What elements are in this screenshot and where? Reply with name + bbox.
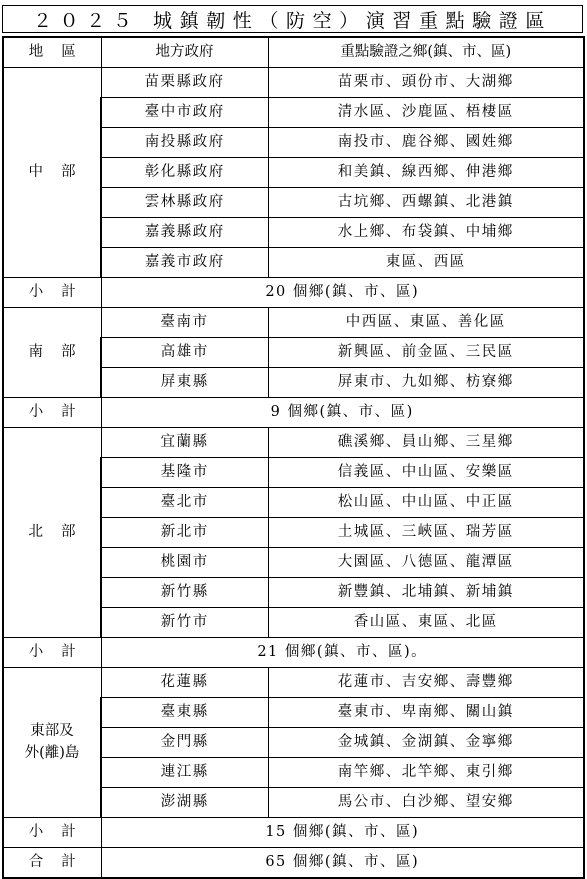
region-line: 東部及: [30, 722, 74, 739]
header-districts: 重點驗證之鄉(鎮、市、區): [268, 37, 584, 68]
subtotal-value: 15 個鄉(鎮、市、區): [101, 818, 584, 848]
subtotal-row: [3, 818, 584, 848]
districts-cell: 土城區、三峽區、瑞芳區: [268, 518, 584, 548]
subtotal-row: [3, 398, 584, 428]
government-cell: 臺中市政府: [101, 98, 268, 128]
districts-cell: 苗栗市、頭份市、大湖鄉: [268, 68, 584, 98]
districts-cell: 新豐鎮、北埔鎮、新埔鎮: [268, 578, 584, 608]
subtotal-value: 9 個鄉(鎮、市、區): [101, 398, 584, 428]
government-cell: 彰化縣政府: [101, 158, 268, 188]
government-cell: 桃園市: [101, 548, 268, 578]
header-government: 地方政府: [101, 37, 268, 68]
verification-table: [2, 36, 585, 879]
header-region: 地區: [3, 37, 101, 68]
districts-cell: 東區、西區: [268, 248, 584, 278]
subtotal-label: 小計: [3, 638, 101, 668]
government-cell: 新竹市: [101, 608, 268, 638]
table-row: [3, 308, 584, 338]
total-row: [3, 848, 584, 879]
table-row: [3, 428, 584, 458]
government-cell: 嘉義縣政府: [101, 218, 268, 248]
districts-cell: 香山區、東區、北區: [268, 608, 584, 638]
subtotal-row: [3, 638, 584, 668]
region-cell: 中部: [3, 68, 101, 278]
total-label: 合計: [3, 848, 101, 879]
government-cell: 基隆市: [101, 458, 268, 488]
table-row: [3, 68, 584, 98]
districts-cell: 臺東市、卑南鄉、關山鎮: [268, 698, 584, 728]
subtotal-value: 21 個鄉(鎮、市、區)。: [101, 638, 584, 668]
districts-cell: 南竿鄉、北竿鄉、東引鄉: [268, 758, 584, 788]
districts-cell: 中西區、東區、善化區: [268, 308, 584, 338]
districts-cell: 金城鎮、金湖鎮、金寧鄉: [268, 728, 584, 758]
government-cell: 連江縣: [101, 758, 268, 788]
government-cell: 花蓮縣: [101, 668, 268, 698]
subtotal-label: 小計: [3, 398, 101, 428]
subtotal-label: 小計: [3, 818, 101, 848]
government-cell: 臺東縣: [101, 698, 268, 728]
region-cell: 北部: [3, 428, 101, 638]
government-cell: 新北市: [101, 518, 268, 548]
government-cell: 屏東縣: [101, 368, 268, 398]
government-cell: 雲林縣政府: [101, 188, 268, 218]
region-cell: [3, 668, 101, 818]
districts-cell: 和美鎮、線西鄉、伸港鄉: [268, 158, 584, 188]
government-cell: 宜蘭縣: [101, 428, 268, 458]
header-row: [3, 37, 584, 68]
subtotal-label: 小計: [3, 278, 101, 308]
document-title: ２０２５ 城鎮韌性（防空）演習重點驗證區: [2, 5, 583, 33]
districts-cell: 大園區、八德區、龍潭區: [268, 548, 584, 578]
government-cell: 嘉義市政府: [101, 248, 268, 278]
government-cell: 澎湖縣: [101, 788, 268, 818]
districts-cell: 南投市、鹿谷鄉、國姓鄉: [268, 128, 584, 158]
government-cell: 新竹縣: [101, 578, 268, 608]
government-cell: 臺北市: [101, 488, 268, 518]
districts-cell: 信義區、中山區、安樂區: [268, 458, 584, 488]
districts-cell: 花蓮市、吉安鄉、壽豐鄉: [268, 668, 584, 698]
districts-cell: 礁溪鄉、員山鄉、三星鄉: [268, 428, 584, 458]
table-row: [3, 668, 584, 698]
government-cell: 苗栗縣政府: [101, 68, 268, 98]
districts-cell: 古坑鄉、西螺鎮、北港鎮: [268, 188, 584, 218]
districts-cell: 馬公市、白沙鄉、望安鄉: [268, 788, 584, 818]
region-line: 外(離)島: [24, 744, 80, 761]
government-cell: 高雄市: [101, 338, 268, 368]
subtotal-row: [3, 278, 584, 308]
subtotal-value: 20 個鄉(鎮、市、區): [101, 278, 584, 308]
government-cell: 臺南市: [101, 308, 268, 338]
government-cell: 金門縣: [101, 728, 268, 758]
districts-cell: 清水區、沙鹿區、梧棲區: [268, 98, 584, 128]
government-cell: 南投縣政府: [101, 128, 268, 158]
districts-cell: 水上鄉、布袋鎮、中埔鄉: [268, 218, 584, 248]
districts-cell: 屏東市、九如鄉、枋寮鄉: [268, 368, 584, 398]
total-value: 65 個鄉(鎮、市、區): [101, 848, 584, 879]
districts-cell: 新興區、前金區、三民區: [268, 338, 584, 368]
region-cell: 南部: [3, 308, 101, 398]
districts-cell: 松山區、中山區、中正區: [268, 488, 584, 518]
